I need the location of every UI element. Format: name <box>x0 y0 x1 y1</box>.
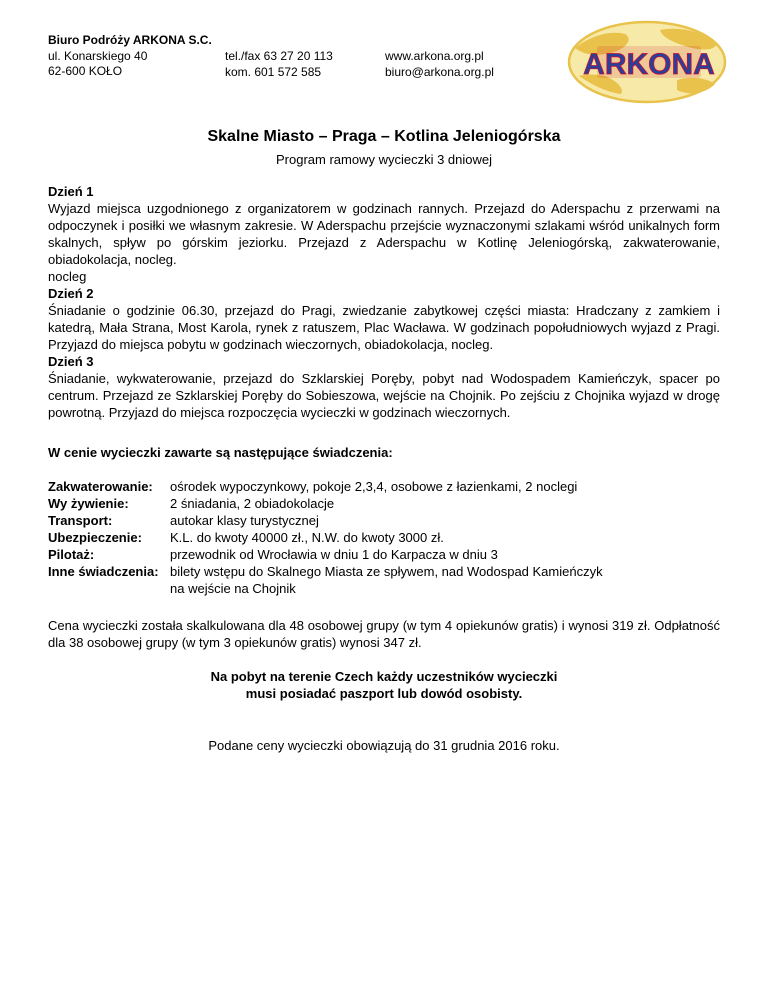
company-name: Biuro Podróży ARKONA S.C. <box>48 33 212 47</box>
service-row <box>48 495 603 512</box>
service-label: Zakwaterowanie: <box>48 479 153 494</box>
service-row <box>48 529 603 546</box>
company-address <box>48 33 212 80</box>
phone-mobile: kom. 601 572 585 <box>225 64 322 79</box>
service-label <box>48 580 170 597</box>
passport-note-line-2: musi posiadać paszport lub dowód osobisty. <box>245 686 523 701</box>
service-label: Inne świadczenia: <box>48 564 159 579</box>
day-1-extra: nocleg <box>48 269 87 284</box>
service-value: na wejście na Chojnik <box>170 581 296 596</box>
price-validity: Podane ceny wycieczki obowiązują do 31 grudnia 2016 roku. <box>208 738 560 753</box>
company-city: 62-600 KOŁO <box>48 64 123 78</box>
service-value: przewodnik od Wrocławia w dniu 1 do Karpacza w dniu 3 <box>170 547 498 562</box>
service-label: Transport: <box>48 513 113 528</box>
service-value: autokar klasy turystycznej <box>170 513 319 528</box>
service-label: Pilotaż: <box>48 547 95 562</box>
services-list <box>48 478 603 597</box>
phone-fax: tel./fax 63 27 20 113 <box>225 49 333 63</box>
contact-phones <box>225 49 333 80</box>
email-link[interactable]: biuro@arkona.org.pl <box>385 64 494 79</box>
day-3-text: Śniadanie, wykwaterowanie, przejazd do Szklarskiej Poręby, pobyt nad Wodospadem Kamieńczyk, spacer po centrum. Przejazd ze Szklarskiej Poręby do Sobieszowa, wejście na Chojnik. Po zejściu z Chojnika wyjazd w drogę powrotną. Przyjazd do miejsca rozpoczęcia wycieczki w godzinach wieczornych. <box>48 371 720 420</box>
service-value: ośrodek wypoczynkowy, pokoje 2,3,4, osobowe z łazienkami, 2 noclegi <box>170 479 578 494</box>
website-link[interactable]: www.arkona.org.pl <box>385 49 484 63</box>
day-2-text: Śniadanie o godzinie 06.30, przejazd do Pragi, zwiedzanie zabytkowej części miasta: Hradczany z zamkiem i katedrą, Mała Strana, Most Karola, rynek z ratuszem, Plac Wacława. W godzinach popołudniowych wyjazd z Pragi. Przyjazd do miejsca pobytu w godzinach wieczornych, obiadokolacja, nocleg. <box>48 303 720 352</box>
page-title: Skalne Miasto – Praga – Kotlina Jeleniogórska <box>207 128 561 145</box>
services-heading: W cenie wycieczki zawarte są następujące świadczenia: <box>48 445 393 460</box>
service-value: K.L. do kwoty 40000 zł., N.W. do kwoty 3000 zł. <box>170 530 444 545</box>
day-1-text: Wyjazd miejsca uzgodnionego z organizatorem w godzinach rannych. Przejazd do Aderspachu z przerwami na odpoczynek i posiłki we własnym zakresie. W Aderspachu przejście wyznaczonymi szlakami wśród unikalnych form skalnych, spływ po górskim jeziorku. Przejazd z Aderspachu w Kotlinę Jeleniogórską, zakwaterowanie, obiadokolacja, nocleg. <box>48 201 720 267</box>
page-subtitle: Program ramowy wycieczki 3 dniowej <box>275 152 492 167</box>
day-program <box>48 183 720 421</box>
service-row <box>48 478 603 495</box>
service-value: bilety wstępu do Skalnego Miasta ze spływem, nad Wodospad Kamieńczyk <box>170 564 603 579</box>
service-label: Wy żywienie: <box>48 496 129 511</box>
day-2-label: Dzień 2 <box>48 286 94 301</box>
service-row <box>48 512 603 529</box>
passport-note <box>0 668 768 702</box>
passport-note-line-1: Na pobyt na terenie Czech każdy uczestników wycieczki <box>210 669 558 684</box>
service-row <box>48 563 603 580</box>
service-value: 2 śniadania, 2 obiadokolacje <box>170 496 335 511</box>
day-3-label: Dzień 3 <box>48 354 94 369</box>
service-row <box>48 546 603 563</box>
service-label: Ubezpieczenie: <box>48 530 142 545</box>
day-1-label: Dzień 1 <box>48 184 94 199</box>
logo-text: ARKONA <box>583 48 715 81</box>
price-info: Cena wycieczki została skalkulowana dla 48 osobowej grupy (w tym 4 opiekunów gratis) i wynosi 319 zł. Odpłatność dla 38 osobowej grupy (w tym 3 opiekunów gratis) wynosi 347 zł. <box>48 618 720 650</box>
arkona-logo <box>565 18 730 105</box>
contact-web <box>385 49 494 80</box>
service-row <box>48 580 603 597</box>
company-street: ul. Konarskiego 40 <box>48 48 148 63</box>
